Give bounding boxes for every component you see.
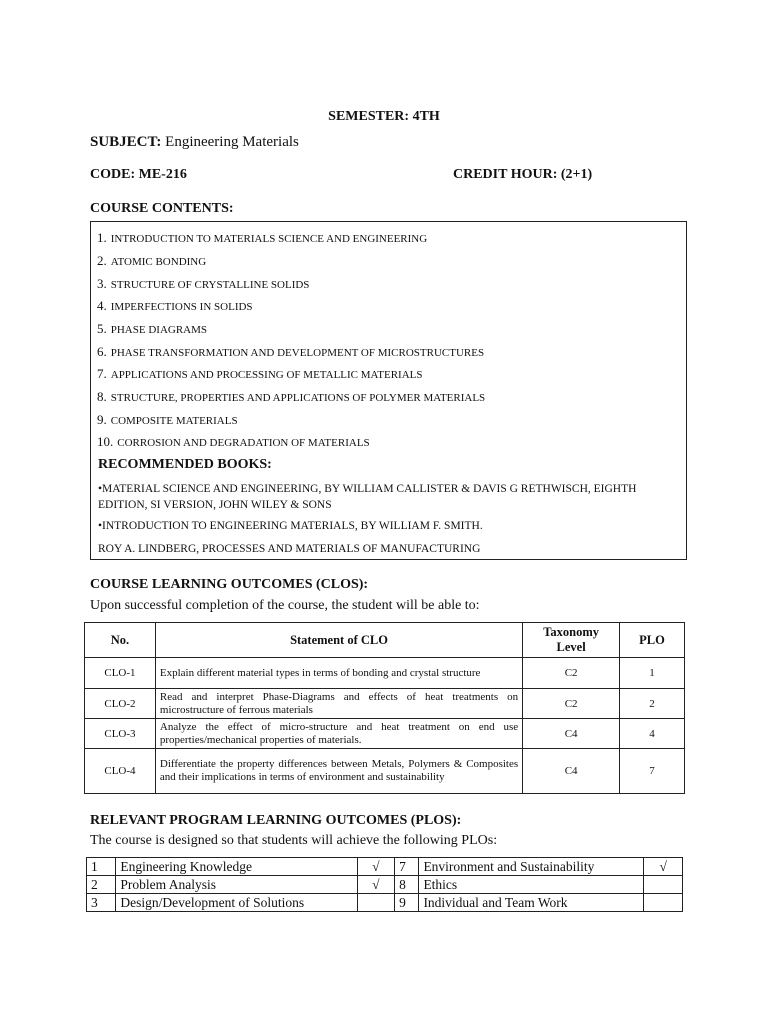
content-item-number: 2. (97, 253, 107, 268)
clo-number: CLO-3 (85, 719, 156, 749)
content-item-text: PHASE TRANSFORMATION AND DEVELOPMENT OF MICROSTRUCTURES (110, 347, 485, 359)
clo-table (84, 622, 685, 794)
code-label: CODE: (90, 167, 136, 182)
book-entry: ROY A. LINDBERG, PROCESSES AND MATERIALS OF MANUFACTURING (98, 543, 481, 555)
plo-intro: The course is designed so that students will achieve the following PLOs: (90, 833, 498, 848)
content-item (97, 344, 484, 360)
table-row (85, 658, 685, 689)
clo-statement: Analyze the effect of micro-structure and heat treatment on end use properties/mechanical properties of materials. (155, 719, 522, 749)
column-header: No. (85, 623, 156, 658)
table-row (87, 876, 683, 894)
clo-intro: Upon successful completion of the course, the student will be able to: (90, 598, 480, 613)
content-item (97, 253, 206, 269)
content-item (97, 434, 370, 450)
content-item-number: 9. (97, 412, 107, 427)
content-item-number: 10. (97, 434, 114, 449)
clo-number: CLO-4 (85, 749, 156, 794)
course-code (90, 167, 187, 183)
semester-value: 4TH (412, 109, 440, 124)
content-item (97, 298, 253, 314)
plo-check (644, 876, 683, 894)
table-header-row (85, 623, 685, 658)
plo-table (86, 857, 683, 912)
clo-taxonomy: C2 (523, 658, 620, 689)
semester-label: SEMESTER: (328, 109, 410, 124)
table-row (85, 689, 685, 719)
plo-check (357, 894, 395, 912)
plo-name: Ethics (419, 876, 644, 894)
clo-taxonomy: C2 (523, 689, 620, 719)
subject-line (90, 134, 299, 151)
plo-number: 7 (395, 858, 419, 876)
table-row (87, 894, 683, 912)
clo-taxonomy: C4 (523, 749, 620, 794)
plo-name: Problem Analysis (116, 876, 357, 894)
content-item (97, 412, 238, 428)
clo-plo: 1 (620, 658, 685, 689)
semester-heading (0, 109, 768, 125)
plo-number: 3 (87, 894, 116, 912)
plo-check: √ (644, 858, 683, 876)
clo-taxonomy: C4 (523, 719, 620, 749)
column-header: PLO (620, 623, 685, 658)
plo-name: Engineering Knowledge (116, 858, 357, 876)
recommended-books-heading: RECOMMENDED BOOKS: (98, 457, 272, 472)
content-item-text: COMPOSITE MATERIALS (110, 415, 238, 427)
content-item-number: 1. (97, 230, 107, 245)
subject-label: SUBJECT: (90, 134, 162, 150)
clo-number: CLO-1 (85, 658, 156, 689)
clo-plo: 2 (620, 689, 685, 719)
plo-number: 9 (395, 894, 419, 912)
table-row (87, 858, 683, 876)
clo-statement: Explain different material types in terms of bonding and crystal structure (155, 658, 522, 689)
content-item-text: ATOMIC BONDING (110, 256, 207, 268)
table-row (85, 719, 685, 749)
plo-name: Individual and Team Work (419, 894, 644, 912)
content-item (97, 276, 309, 292)
course-contents-heading: COURSE CONTENTS: (90, 201, 234, 216)
content-item-text: PHASE DIAGRAMS (110, 324, 208, 336)
plo-heading: RELEVANT PROGRAM LEARNING OUTCOMES (PLOS): (90, 813, 462, 828)
content-item (97, 366, 422, 382)
clo-plo: 4 (620, 719, 685, 749)
content-item-text: INTRODUCTION TO MATERIALS SCIENCE AND ENGINEERING (110, 233, 428, 245)
credit-hour (453, 167, 592, 183)
content-item (97, 321, 207, 337)
content-item-number: 5. (97, 321, 107, 336)
content-item (97, 230, 427, 246)
plo-check (644, 894, 683, 912)
content-item-text: STRUCTURE, PROPERTIES AND APPLICATIONS OF POLYMER MATERIALS (110, 392, 486, 404)
plo-number: 8 (395, 876, 419, 894)
credit-label: CREDIT HOUR: (453, 167, 558, 182)
content-item-number: 7. (97, 366, 107, 381)
clo-number: CLO-2 (85, 689, 156, 719)
content-item-number: 4. (97, 298, 107, 313)
content-item-number: 3. (97, 276, 107, 291)
content-item-text: STRUCTURE OF CRYSTALLINE SOLIDS (110, 279, 310, 291)
clo-statement: Differentiate the property differences between Metals, Polymers & Composites and their implications in terms of environment and sustainability (155, 749, 522, 794)
plo-number: 2 (87, 876, 116, 894)
clo-statement: Read and interpret Phase-Diagrams and effects of heat treatments on microstructure of ferrous materials (155, 689, 522, 719)
clo-heading: COURSE LEARNING OUTCOMES (CLOS): (90, 577, 369, 592)
plo-check: √ (357, 876, 395, 894)
content-item-number: 6. (97, 344, 107, 359)
plo-number: 1 (87, 858, 116, 876)
book-entry: •MATERIAL SCIENCE AND ENGINEERING, BY WILLIAM CALLISTER & DAVIS G RETHWISCH, EIGHTH EDITION, SI VERSION, JOHN WILEY & SONS (98, 483, 637, 511)
table-row (85, 749, 685, 794)
book-entry: •INTRODUCTION TO ENGINEERING MATERIALS, BY WILLIAM F. SMITH. (98, 520, 483, 532)
content-item (97, 389, 485, 405)
plo-name: Environment and Sustainability (419, 858, 644, 876)
content-item-text: IMPERFECTIONS IN SOLIDS (110, 301, 253, 313)
column-header: Statement of CLO (155, 623, 522, 658)
plo-name: Design/Development of Solutions (116, 894, 357, 912)
content-item-text: APPLICATIONS AND PROCESSING OF METALLIC MATERIALS (110, 369, 423, 381)
subject-value: Engineering Materials (165, 134, 299, 150)
clo-plo: 7 (620, 749, 685, 794)
credit-value: (2+1) (560, 167, 593, 182)
code-value: ME-216 (138, 167, 187, 182)
column-header: Taxonomy Level (523, 623, 620, 658)
content-item-number: 8. (97, 389, 107, 404)
content-item-text: CORROSION AND DEGRADATION OF MATERIALS (117, 437, 370, 449)
plo-check: √ (357, 858, 395, 876)
